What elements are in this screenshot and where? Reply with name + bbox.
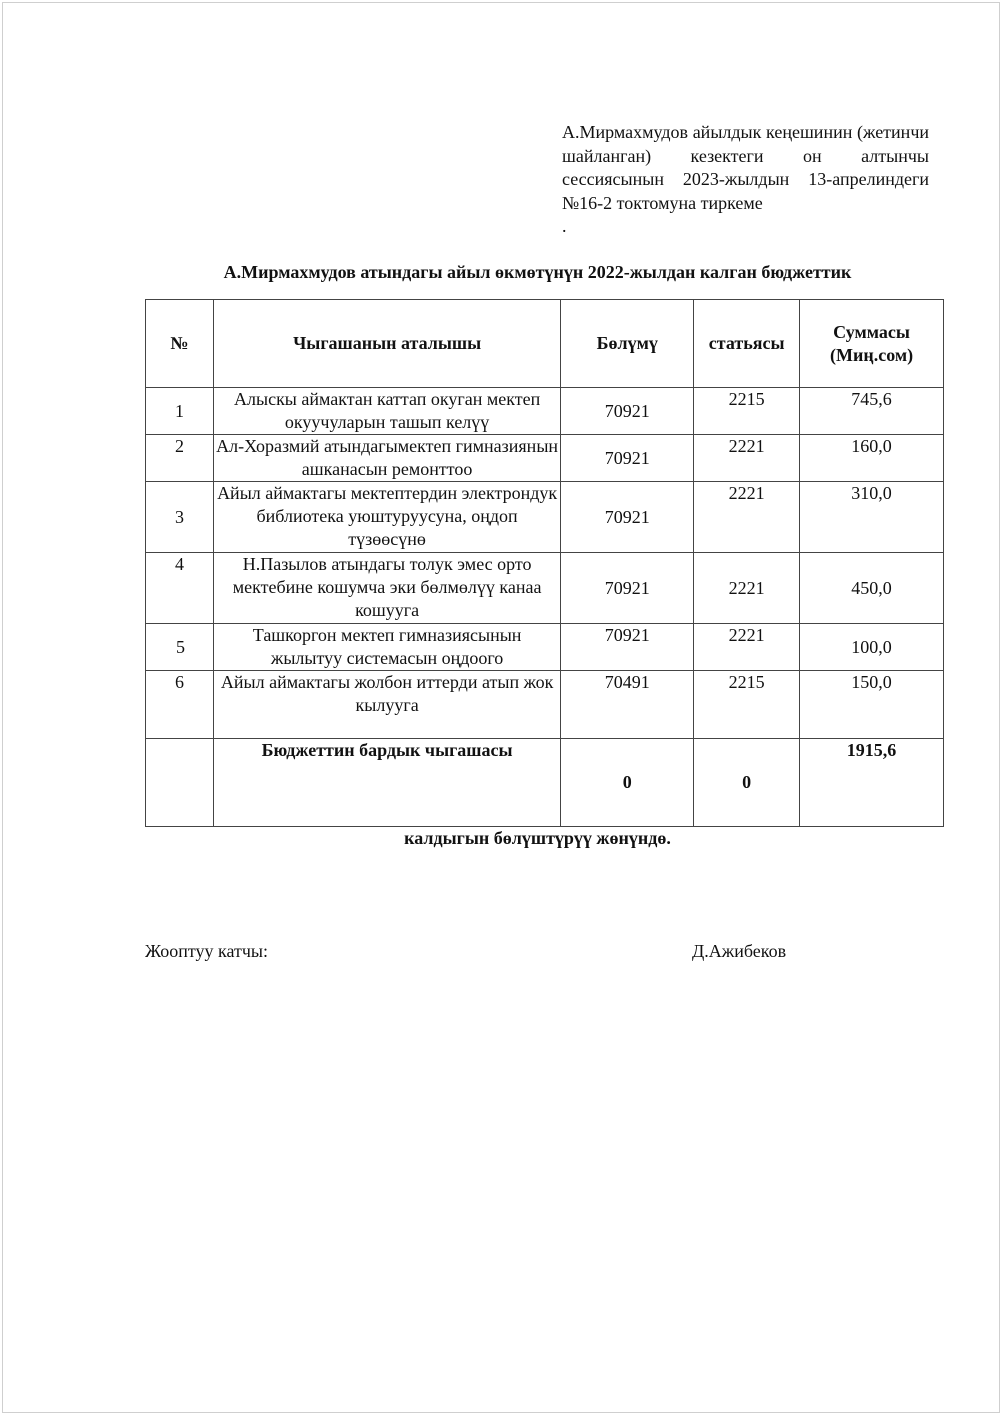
header-name: Чыгашанын аталышы — [213, 300, 560, 388]
budget-table — [145, 299, 944, 827]
table-total-row — [146, 739, 944, 827]
table-row — [146, 671, 944, 739]
total-article: 0 — [694, 739, 800, 827]
row-article: 2221 — [694, 435, 800, 482]
approval-text: А.Мирмахмудов айылдык кеңешинин (жетинчи шайланган) кезектеги он алтынчы сессиясынын 2023-жылдын 13-апрелиндеги №16-2 токтомуна тиркеме — [562, 122, 929, 213]
row-division: 70921 — [561, 482, 694, 553]
row-sum: 450,0 — [800, 553, 944, 624]
row-article: 2215 — [694, 671, 800, 739]
signature-title: Жооптуу катчы: — [145, 941, 268, 961]
row-name: Айыл аймактагы мектептердин электрондук библиотека уюштуруусуна, оңдоп түзөөсүнө — [213, 482, 560, 553]
total-division: 0 — [561, 739, 694, 827]
header-sum-line2: (Миң.сом) — [829, 344, 914, 365]
table-row — [146, 553, 944, 624]
row-sum: 745,6 — [800, 388, 944, 435]
table-row — [146, 624, 944, 671]
row-name: Ташкоргон мектеп гимназиясынын жылытуу системасын оңдоого — [213, 624, 560, 671]
row-division: 70921 — [561, 553, 694, 624]
header-sum — [800, 300, 944, 388]
row-article: 2215 — [694, 388, 800, 435]
document-heading: А.Мирмахмудов атындагы айыл өкмөтүнүн 2022-жылдан калган бюджеттик — [223, 262, 852, 282]
table-row — [146, 388, 944, 435]
row-name: Айыл аймактагы жолбон иттерди атып жок кылууга — [213, 671, 560, 739]
signature-name: Д.Ажибеков — [692, 941, 787, 961]
row-no: 3 — [146, 482, 214, 553]
header-sum-line1: Суммасы — [833, 321, 910, 342]
row-name: Ал-Хоразмий атындагымектеп гимназиянын ашканасын ремонттоо — [213, 435, 560, 482]
total-sum: 1915,6 — [800, 739, 944, 827]
row-no: 6 — [146, 671, 214, 739]
table-header-row — [146, 300, 944, 388]
row-no: 5 — [146, 624, 214, 671]
row-no: 1 — [146, 388, 214, 435]
table-row — [146, 435, 944, 482]
row-sum: 100,0 — [800, 624, 944, 671]
header-article: статьясы — [694, 300, 800, 388]
approval-dot: . — [562, 216, 567, 236]
row-no: 4 — [146, 553, 214, 624]
total-label: Бюджеттин бардык чыгашасы — [213, 739, 560, 827]
document-subheading: калдыгын бөлүштүрүү жөнүндө. — [404, 828, 671, 848]
row-article: 2221 — [694, 482, 800, 553]
total-no — [146, 739, 214, 827]
row-division: 70921 — [561, 388, 694, 435]
table-row — [146, 482, 944, 553]
row-division: 70491 — [561, 671, 694, 739]
header-no: № — [146, 300, 214, 388]
approval-note — [562, 121, 929, 239]
row-no: 2 — [146, 435, 214, 482]
row-sum: 310,0 — [800, 482, 944, 553]
row-division: 70921 — [561, 435, 694, 482]
row-name: Алыскы аймактан каттап окуган мектеп окуучуларын ташып келүү — [213, 388, 560, 435]
row-article: 2221 — [694, 624, 800, 671]
row-sum: 160,0 — [800, 435, 944, 482]
header-division: Бөлүмү — [561, 300, 694, 388]
row-sum: 150,0 — [800, 671, 944, 739]
row-article: 2221 — [694, 553, 800, 624]
row-division: 70921 — [561, 624, 694, 671]
row-name: Н.Пазылов атындагы толук эмес орто мектебине кошумча эки бөлмөлүү канаа кошууга — [213, 553, 560, 624]
